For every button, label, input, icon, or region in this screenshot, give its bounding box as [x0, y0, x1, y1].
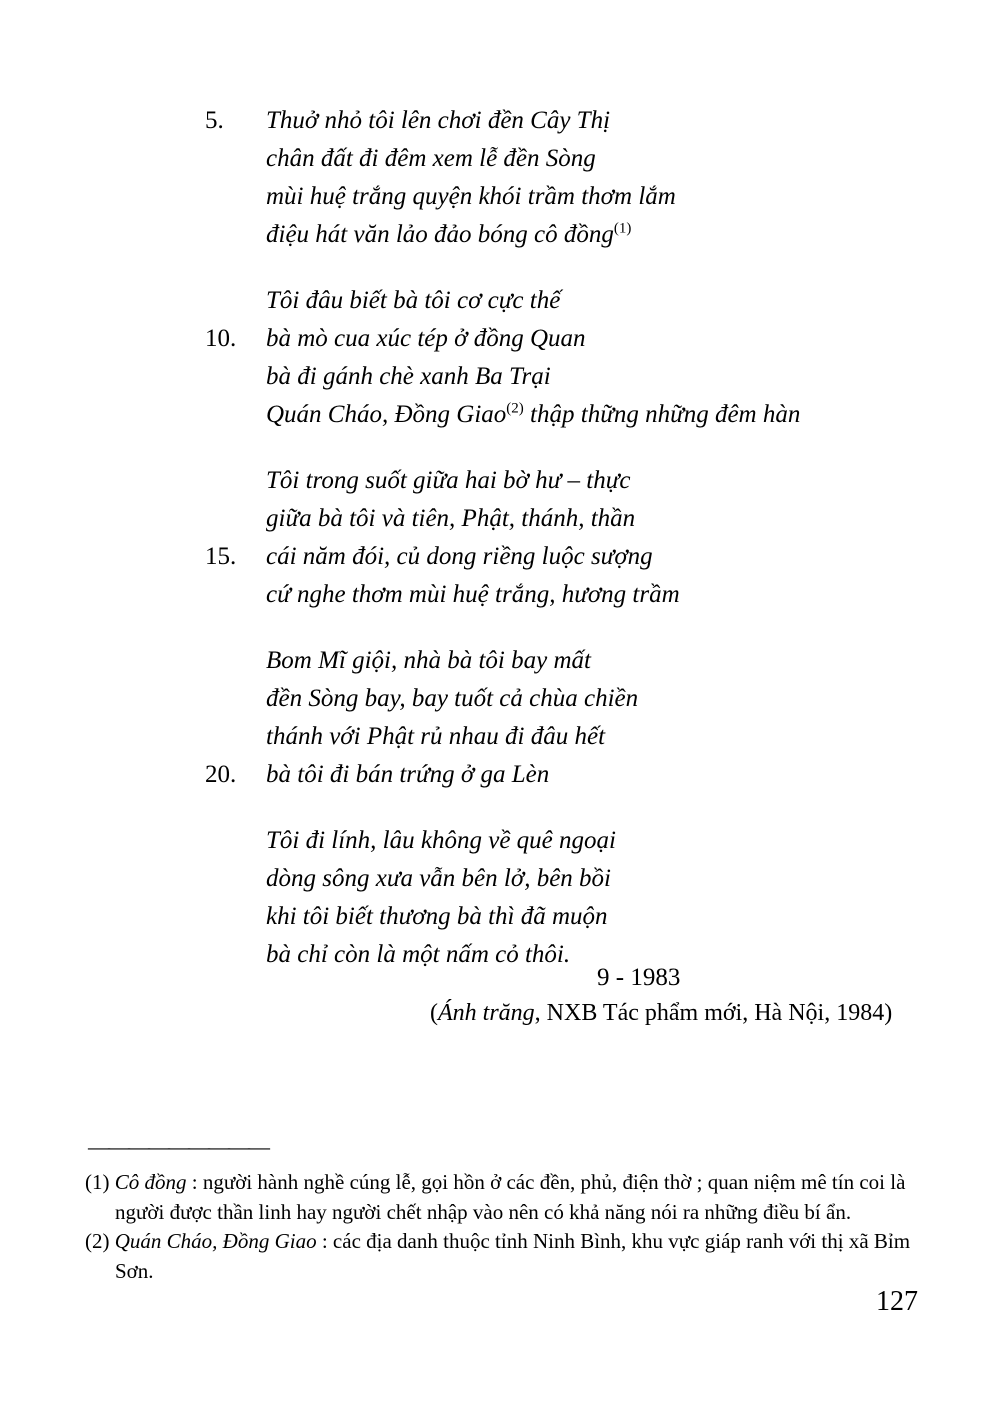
- poem-stanza: [205, 822, 800, 974]
- citation-open-paren: (: [430, 1000, 438, 1026]
- poem-date: 9 - 1983: [597, 964, 681, 991]
- line-number: 5.: [205, 107, 224, 134]
- source-citation: [430, 1000, 892, 1027]
- poem-line-text: mùi huệ trắng quyện khói trầm thơm lắm: [266, 183, 676, 210]
- footnote-marker: (2): [85, 1229, 115, 1253]
- poem-line-text: chân đất đi đêm xem lễ đền Sòng: [266, 145, 596, 172]
- poem-line-text: bà tôi đi bán trứng ở ga Lèn: [266, 761, 550, 788]
- line-number: [205, 500, 266, 538]
- line-number: 15.: [205, 543, 237, 570]
- line-number: [205, 642, 266, 680]
- page-number: 127: [876, 1286, 918, 1317]
- line-number: [205, 680, 266, 718]
- poem-line: [205, 320, 800, 358]
- poem-stanza: [205, 642, 800, 794]
- line-number: [205, 396, 266, 434]
- poem-stanza: [205, 462, 800, 614]
- footnote-ref: (1): [613, 220, 632, 237]
- poem-line-text: điệu hát văn lảo đảo bóng cô đồng$^{(1)}$: [266, 220, 632, 248]
- poem-line-text: Tôi đâu biết bà tôi cơ cực thế: [266, 287, 561, 314]
- line-number: [205, 718, 266, 756]
- line-number: [205, 462, 266, 500]
- poem-line: [205, 102, 800, 140]
- footnote-list: [85, 1168, 937, 1286]
- poem-line: [205, 140, 800, 178]
- line-number: 10.: [205, 325, 237, 352]
- line-number: [205, 822, 266, 860]
- poem-stanza: [205, 102, 800, 254]
- line-number: [205, 282, 266, 320]
- poem-line: [205, 860, 800, 898]
- poem-line-text: khi tôi biết thương bà thì đã muộn: [266, 903, 608, 930]
- poem-line: [205, 500, 800, 538]
- poem-line-text: Bom Mĩ giội, nhà bà tôi bay mất: [266, 647, 591, 674]
- footnote-marker: (1): [85, 1170, 115, 1194]
- poem-line: [205, 898, 800, 936]
- poem-line: [205, 358, 800, 396]
- poem-line-text: bà mò cua xúc tép ở đồng Quan: [266, 325, 586, 352]
- poem-line: [205, 178, 800, 216]
- poem-line: [205, 282, 800, 320]
- citation-rest: , NXB Tác phẩm mới, Hà Nội, 1984): [534, 1000, 893, 1026]
- poem-line-text: đền Sòng bay, bay tuốt cả chùa chiền: [266, 685, 639, 712]
- poem-line-text: Tôi đi lính, lâu không về quê ngoại: [266, 827, 616, 854]
- poem-line: [205, 756, 800, 794]
- poem-line-text: Tôi trong suốt giữa hai bờ hư – thực: [266, 467, 631, 494]
- poem-line-text: Thuở nhỏ tôi lên chơi đền Cây Thị: [266, 107, 611, 134]
- poem-line: [205, 396, 800, 434]
- line-number: [205, 178, 266, 216]
- line-number: [205, 898, 266, 936]
- poem-line-text: bà đi gánh chè xanh Ba Trại: [266, 363, 551, 390]
- poem-line: [205, 822, 800, 860]
- poem-line-text: cứ nghe thơm mùi huệ trắng, hương trầm: [266, 581, 680, 608]
- footnote-text: : người hành nghề cúng lễ, gọi hồn ở các đền, phủ, điện thờ ; quan niệm mê tín coi là người được thần linh hay người chết nhập vào nên có khả năng nói ra những điều bí ẩn.: [115, 1170, 906, 1224]
- line-number: [205, 140, 266, 178]
- poem-line: [205, 538, 800, 576]
- line-number: [205, 576, 266, 614]
- poem-line: [205, 642, 800, 680]
- poem-stanza: [205, 282, 800, 434]
- footnote-ref: (2): [506, 400, 524, 417]
- line-number: [205, 936, 266, 974]
- poem-line: [205, 216, 800, 254]
- poem-line-text: giữa bà tôi và tiên, Phật, thánh, thần: [266, 505, 636, 532]
- footnote-term: Quán Cháo, Đồng Giao: [114, 1229, 317, 1253]
- footnote-separator: —————————: [88, 1134, 268, 1159]
- poem-line: [205, 680, 800, 718]
- line-number: [205, 216, 266, 254]
- footnote: [85, 1168, 937, 1227]
- line-number: [205, 860, 266, 898]
- poem: [205, 102, 800, 1002]
- poem-line-text: thánh với Phật rủ nhau đi đâu hết: [266, 723, 606, 750]
- poem-line: [205, 936, 800, 974]
- poem-line-text: Quán Cháo, Đồng Giao$^{(2)}$ thập thững những đêm hàn: [266, 400, 801, 428]
- footnote: [85, 1227, 937, 1286]
- poem-line-text: bà chỉ còn là một nấm cỏ thôi.: [266, 941, 571, 968]
- poem-line-text: dòng sông xưa vẫn bên lở, bên bồi: [266, 865, 611, 892]
- footnote-term: Cô đồng: [114, 1170, 187, 1194]
- source-title: Ánh trăng: [438, 1000, 535, 1026]
- line-number: 20.: [205, 761, 237, 788]
- poem-line-text: cái năm đói, củ dong riềng luộc sượng: [266, 543, 653, 570]
- footnote-text: : các địa danh thuộc tỉnh Ninh Bình, khu vực giáp ranh với thị xã Bỉm Sơn.: [115, 1229, 911, 1283]
- poem-line: [205, 576, 800, 614]
- poem-line: [205, 462, 800, 500]
- poem-line: [205, 718, 800, 756]
- line-number: [205, 358, 266, 396]
